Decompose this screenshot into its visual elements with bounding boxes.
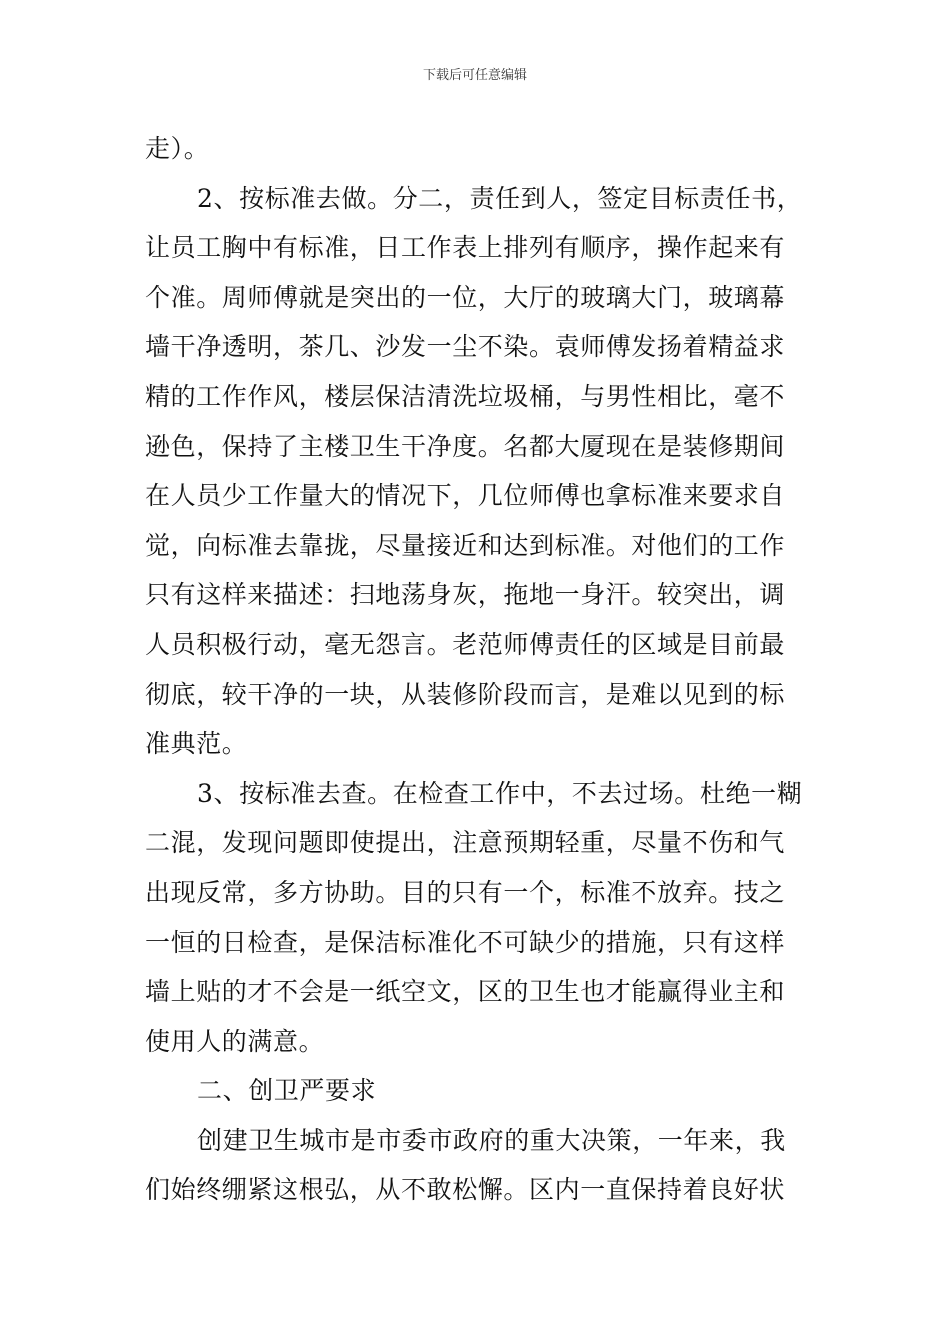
page-header: 下载后可任意编辑 bbox=[422, 68, 527, 83]
section-heading: 二、创卫严要求 bbox=[197, 1076, 377, 1106]
paragraph-item-2: 2、按标准去做。分二，责任到人，签定目标责任书，让员工胸中有标准，日工作表上排列有顺序，操作起来有个准。周师傅就是突出的一位，大厅的玻璃大门，玻璃幕墙干净透明，茶几、沙发一尘不染。袁师傅发扬着精益求精的工作作风，楼层保洁清洗垃圾桶，与男性相比，毫不逊色，保持了主楼卫生干净度。名都大厦现在是装修期间在人员少工作量大的情况下，几位师傅也拿标准来要求自觉，向标准去靠拢，尽量接近和达到标准。对他们的工作只有这样来描述：扫地荡身灰，拖地一身汗。较突出，调人员积极行动，毫无怨言。老范师傅责任的区域是目前最彻底，较干净的一块，从装修阶段而言，是难以见到的标准典范。 bbox=[145, 183, 803, 759]
paragraph-continuation: 走）。 bbox=[145, 134, 210, 163]
paragraph-item-3: 3、按标准去查。在检查工作中，不去过场。杜绝一糊二混，发现问题即使提出，注意预期轻重，尽量不伤和气出现反常，多方协助。目的只有一个，标准不放弃。技之一恒的日检查，是保洁标准化不可缺少的措施，只有这样墙上贴的才不会是一纸空文，区的卫生也才能赢得业主和使用人的满意。 bbox=[145, 778, 803, 1056]
paragraph-section-intro: 创建卫生城市是市委市政府的重大决策，一年来，我们始终绷紧这根弘，从不敢松懈。区内一直保持着良好状 bbox=[145, 1125, 786, 1205]
document-body bbox=[145, 124, 805, 1215]
